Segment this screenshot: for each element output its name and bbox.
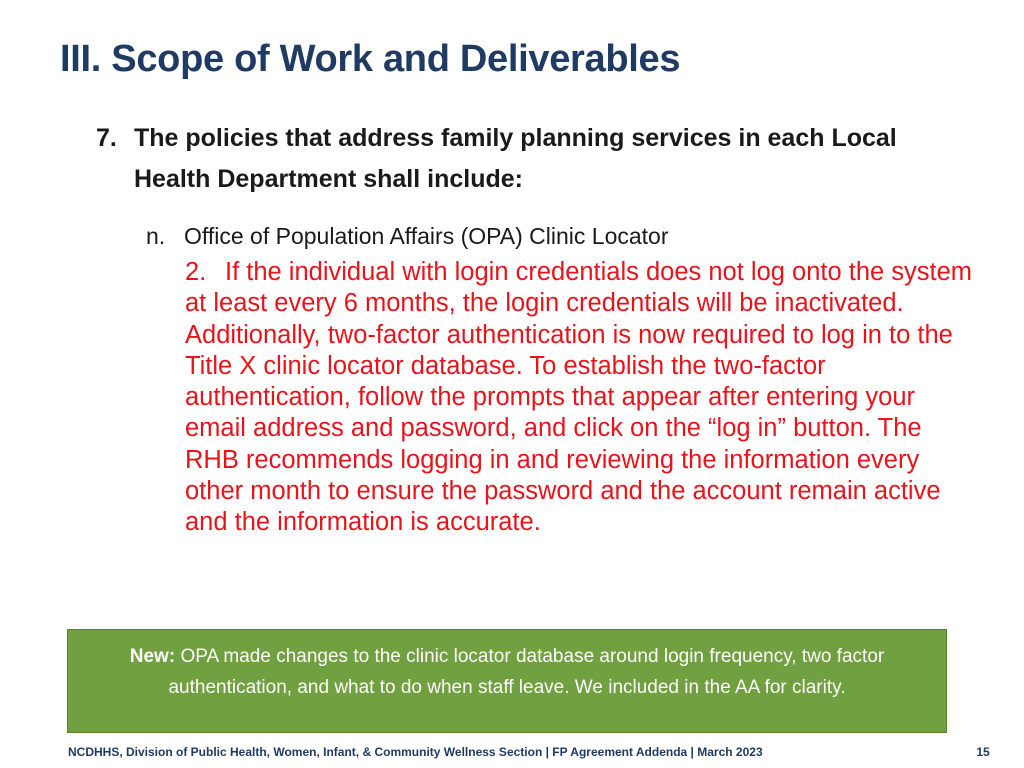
list-item-text: The policies that address family planning services in each Local Health Department shall include: (134, 124, 897, 193)
sub-item-letter: n. (146, 223, 166, 249)
slide-title: III. Scope of Work and Deliverables (60, 38, 681, 80)
page-number: 15 (976, 745, 990, 759)
sub-item-n (146, 220, 946, 252)
list-item-7 (96, 118, 916, 200)
detail-item-number: 2. (185, 258, 207, 286)
detail-item-2 (185, 257, 975, 539)
callout-label: New: (129, 646, 176, 667)
footer-text: NCDHHS, Division of Public Health, Women, Infant, & Community Wellness Section | FP Agreement Addenda | March 2023 (68, 745, 763, 759)
callout-box (67, 629, 947, 733)
list-item-number: 7. (96, 124, 117, 152)
sub-item-text: Office of Population Affairs (OPA) Clinic Locator (184, 223, 669, 249)
callout-text: OPA made changes to the clinic locator database around login frequency, two factor authentication, and what to do when staff leave. We included in the AA for clarity. (168, 646, 885, 698)
detail-item-text: If the individual with login credentials does not log onto the system at least every 6 months, the login credentials will be inactivated. Additionally, two-factor authentication is now required to log in to the Title X clinic locator database. To establish the two-factor authentication, follow the prompts that appear after entering your email address and password, and click on the “log in” button. The RHB recommends logging in and reviewing the information every other month to ensure the password and the account remain active and the information is accurate. (185, 258, 973, 537)
